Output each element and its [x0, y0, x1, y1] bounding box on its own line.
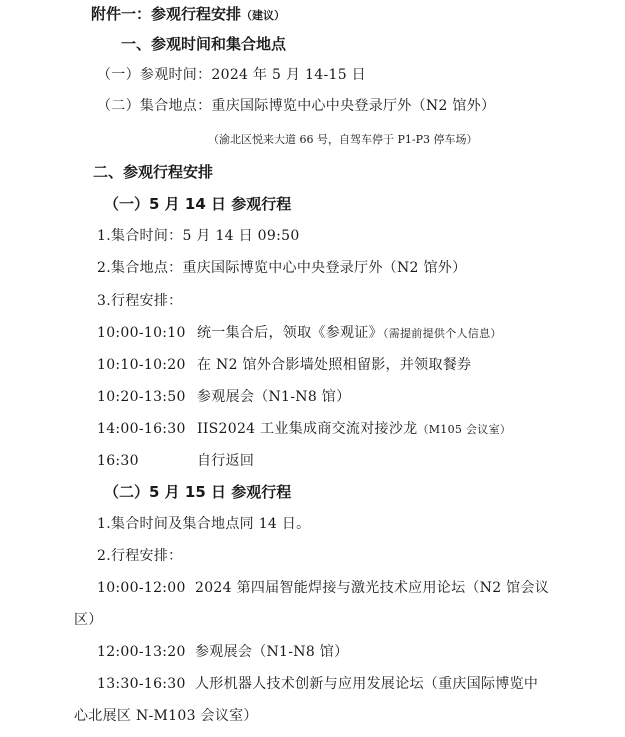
day2-item: 2.行程安排： — [97, 548, 183, 564]
schedule-time: 12:00-13:20 — [97, 644, 186, 660]
schedule-time: 10:00-12:00 — [97, 580, 186, 596]
schedule-row — [97, 358, 471, 372]
schedule-row — [97, 581, 549, 595]
schedule-text: 人形机器人技术创新与应用发展论坛（重庆国际博览中 — [195, 676, 539, 692]
schedule-text: 在 N2 馆外合影墙处照相留影，并领取餐券 — [197, 357, 472, 373]
schedule-text: 参观展会（N1-N8 馆） — [195, 644, 349, 660]
schedule-text: 2024 第四届智能焊接与激光技术应用论坛（N2 馆会议 — [195, 580, 550, 596]
schedule-time: 10:20-13:50 — [97, 389, 186, 405]
schedule-row — [97, 326, 502, 340]
schedule-note: （M105 会议室） — [417, 423, 512, 436]
schedule-row — [97, 645, 348, 659]
meeting-place-line: （二）集合地点：重庆国际博览中心中央登录厅外（N2 馆外） — [97, 98, 496, 114]
schedule-note: （需提前提供个人信息） — [382, 327, 502, 340]
schedule-continuation: 区） — [74, 612, 103, 628]
section-2-heading: 二、参观行程安排 — [93, 163, 214, 181]
schedule-row — [97, 677, 538, 691]
schedule-text: IIS2024 工业集成商交流对接沙龙 — [197, 421, 418, 437]
schedule-time: 14:00-16:30 — [97, 421, 186, 437]
section-1-heading: 一、参观时间和集合地点 — [121, 35, 287, 53]
page-title: 附件一：参观行程安排 — [91, 5, 242, 23]
page-title-note: （建议） — [241, 9, 286, 22]
schedule-row — [97, 422, 511, 436]
day1-item: 2.集合地点：重庆国际博览中心中央登录厅外（N2 馆外） — [97, 260, 467, 276]
day1-heading: （一）5 月 14 日 参观行程 — [104, 195, 292, 213]
schedule-time: 13:30-16:30 — [97, 676, 186, 692]
schedule-time: 10:10-10:20 — [97, 357, 186, 373]
schedule-text: 自行返回 — [197, 453, 255, 469]
day2-heading: （二）5 月 15 日 参观行程 — [104, 483, 292, 501]
meeting-place-note: （渝北区悦来大道 66 号，自驾车停于 P1-P3 停车场） — [208, 133, 478, 146]
day2-item: 1.集合时间及集合地点同 14 日。 — [97, 516, 311, 532]
schedule-row — [97, 390, 350, 404]
schedule-text: 参观展会（N1-N8 馆） — [197, 389, 351, 405]
visit-time-line: （一）参观时间：2024 年 5 月 14-15 日 — [97, 67, 366, 83]
schedule-row — [97, 454, 254, 468]
schedule-continuation: 心北展区 N-M103 会议室） — [74, 708, 258, 724]
day1-item: 1.集合时间：5 月 14 日 09:50 — [97, 228, 300, 244]
schedule-text: 统一集合后，领取《参观证》 — [197, 325, 383, 341]
day1-item: 3.行程安排： — [97, 293, 183, 309]
page-title-row — [91, 6, 285, 22]
schedule-time: 10:00-10:10 — [97, 325, 186, 341]
schedule-time: 16:30 — [97, 453, 139, 469]
